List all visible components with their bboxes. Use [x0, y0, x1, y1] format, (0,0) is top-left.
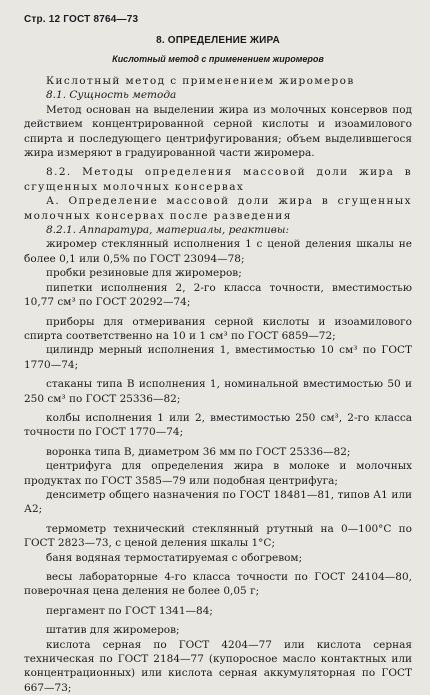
equipment-item: колбы исполнения 1 или 2, вместимостью 250 см³, 2-го класса точности по ГОСТ 1770—74; [24, 411, 412, 439]
equipment-item: стаканы типа В исполнения 1, номинальной вместимостью 50 и 250 см³ по ГОСТ 25336—82; [24, 378, 412, 405]
equipment-item: денсиметр общего назначения по ГОСТ 18481—81, типов А1 или А2; [24, 488, 412, 516]
equipment-item: весы лабораторные 4-го класса точности по ГОСТ 24104—80, поверочная цена деления не более 0,05 г; [24, 571, 412, 598]
equipment-item: термометр технический стеклянный ртутный на 0—100°С по ГОСТ 2823—73, с ценой деления шкалы 1°С; [24, 522, 412, 550]
paragraph-method-name: Кислотный метод с применением жиромеров [46, 75, 355, 87]
equipment-item: жиромер стеклянный исполнения 1 с ценой деления шкалы не более 0,1 или 0,5% по ГОСТ 23094—78; [24, 238, 412, 265]
equipment-item: пробки резиновые для жиромеров; [46, 267, 242, 280]
paragraph-method-essence: Метод основан на выделении жира из молочных консервов под действием концентрированной серной кислоты и изоамилового спирта и последующего центрифугирования; объем выделившегося жира измеряют в градуированной части жиромера. [24, 103, 412, 160]
equipment-item: штатив для жиромеров; [46, 624, 180, 637]
equipment-item: пергамент по ГОСТ 1341—84; [46, 604, 213, 617]
equipment-item: воронка типа В, диаметром 36 мм по ГОСТ 25336—82; [46, 445, 351, 458]
equipment-item: баня водяная термостатируемая с обогревом; [46, 551, 303, 564]
equipment-item: приборы для отмеривания серной кислоты и изоамилового спирта соответственно на 10 и 1 см³ по ГОСТ 6859—72; [24, 315, 412, 342]
subsection-8-2-1-heading: 8.2.1. Аппаратура, материалы, реактивы: [46, 224, 289, 237]
section-title: 8. ОПРЕДЕЛЕНИЕ ЖИРА [156, 35, 280, 46]
equipment-item: кислота серная по ГОСТ 4204—77 или кислота серная техническая по ГОСТ 2184—77 (купоросное масло контактных или концентрационных) или кислота серная аккумуляторная по ГОСТ 667—73; [24, 638, 412, 694]
subsection-a-heading: А. Определение массовой доли жира в сгущенных молочных консервах после разведения [24, 195, 412, 222]
document-body [24, 74, 412, 695]
equipment-item: пипетки исполнения 2, 2-го класса точности, вместимостью 10,77 см³ по ГОСТ 20292—74; [24, 281, 412, 309]
equipment-item: центрифуга для определения жира в молоке и молочных продуктах по ГОСТ 3585—79 или подобная центрифуга; [24, 460, 412, 487]
subsection-8-1-heading: 8.1. Сущность метода [46, 89, 177, 102]
method-title: Кислотный метод с применением жиромеров [112, 54, 324, 64]
page-header: Стр. 12 ГОСТ 8764—73 [24, 14, 139, 25]
equipment-item: цилиндр мерный исполнения 1, вместимостью 10 см³ по ГОСТ 1770—74; [24, 344, 412, 371]
subsection-8-2-heading: 8.2. Методы определения массовой доли жира в сгущенных молочных консервах [24, 166, 412, 193]
